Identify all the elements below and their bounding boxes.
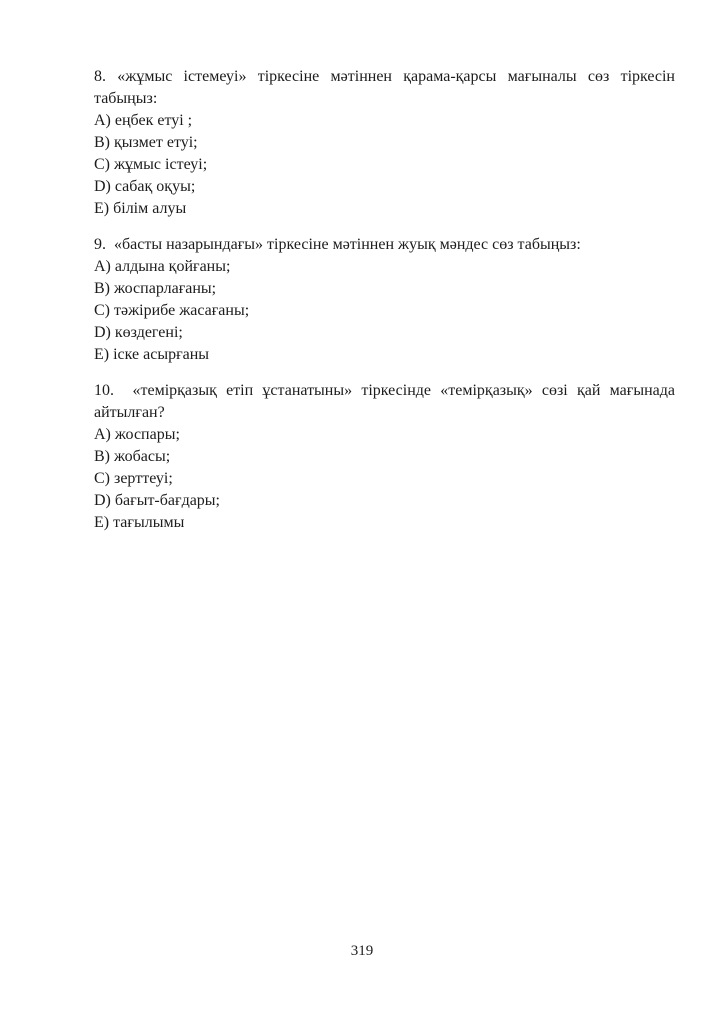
question-9 <box>94 234 675 366</box>
question-8-option-c: C) жұмыс істеуі; <box>94 156 208 173</box>
question-9-option-b: B) жоспарлағаны; <box>94 280 217 297</box>
question-10-option-e: E) тағылымы <box>94 514 185 531</box>
question-8-prompt: 8. «жұмыс істемеуі» тіркесіне мәтіннен қарама-қарсы мағыналы сөз тіркесін табыңыз: <box>94 68 675 107</box>
question-8-option-b: B) қызмет етуі; <box>94 134 198 151</box>
question-8-option-d: D) сабақ оқуы; <box>94 178 196 195</box>
question-10-option-d: D) бағыт-бағдары; <box>94 492 220 509</box>
question-9-prompt: 9. «басты назарындағы» тіркесіне мәтіннен жуық мәндес сөз табыңыз: <box>94 236 581 253</box>
question-10-option-a: A) жоспары; <box>94 426 180 443</box>
question-8-option-e: E) білім алуы <box>94 200 187 217</box>
question-9-option-d: D) көздегені; <box>94 324 183 341</box>
question-9-option-c: C) тәжірибе жасағаны; <box>94 302 250 319</box>
question-8 <box>94 66 675 220</box>
question-9-option-a: A) алдына қойғаны; <box>94 258 231 275</box>
text-block <box>94 66 675 548</box>
question-8-option-a: A) еңбек етуі ; <box>94 112 193 129</box>
question-10 <box>94 380 675 534</box>
question-10-option-b: B) жобасы; <box>94 448 171 465</box>
question-10-prompt: 10. «темірқазық етіп ұстанатыны» тіркесінде «темірқазық» сөзі қай мағынада айтылған? <box>94 382 675 421</box>
page-number: 319 <box>350 943 374 959</box>
question-10-option-c: C) зерттеуі; <box>94 470 173 487</box>
question-9-option-e: E) іске асырғаны <box>94 346 210 363</box>
